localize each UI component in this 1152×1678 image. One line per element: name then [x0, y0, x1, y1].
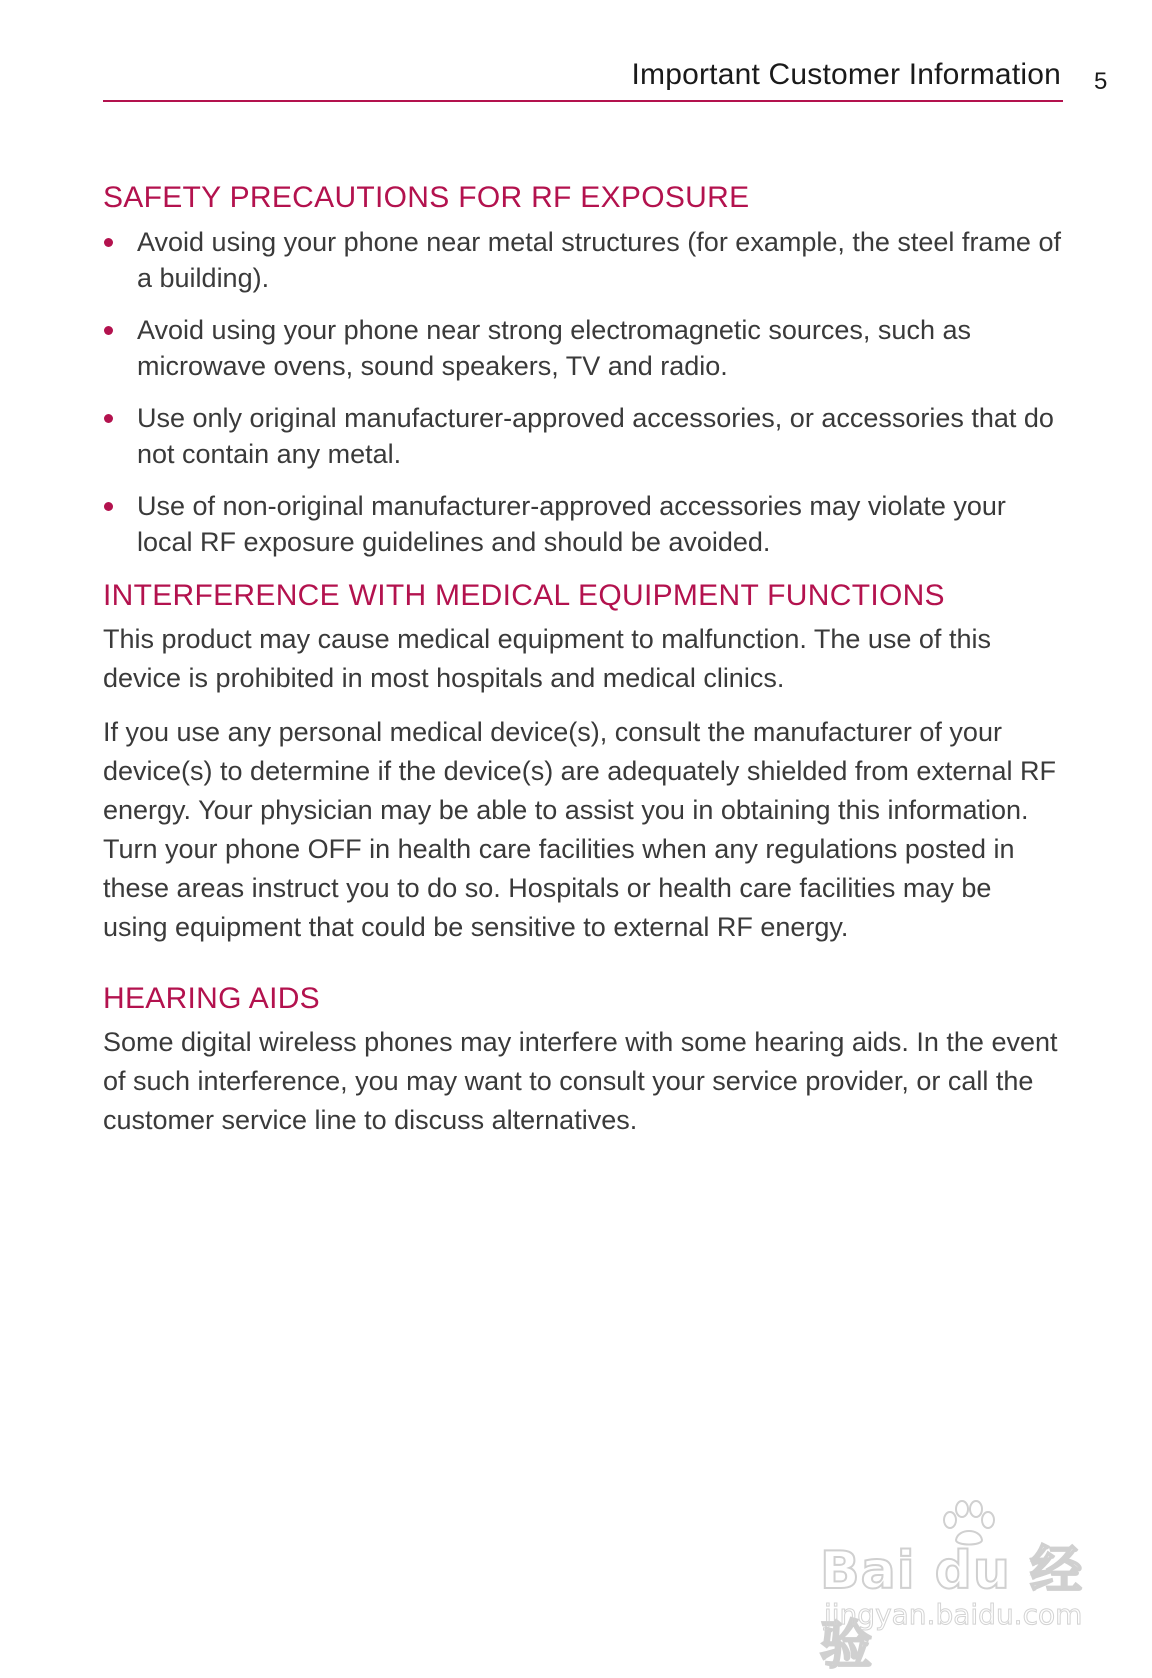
bullet-icon — [104, 238, 113, 247]
list-item-text: Use only original manufacturer-approved accessories, or accessories that do not contain any metal. — [137, 403, 1054, 469]
list-item — [103, 224, 1063, 296]
header-title: Important Customer Information — [631, 58, 1061, 91]
bullet-icon — [104, 414, 113, 423]
bullet-icon — [104, 502, 113, 511]
list-item-text: Avoid using your phone near strong electromagnetic sources, such as microwave ovens, sound speakers, TV and radio. — [137, 315, 971, 381]
medical-paragraph: This product may cause medical equipment to malfunction. The use of this device is prohibited in most hospitals and medical clinics. — [103, 624, 991, 693]
baidu-watermark — [820, 1500, 1100, 1676]
page-content — [103, 178, 1063, 1140]
section-heading-rf-exposure: SAFETY PRECAUTIONS FOR RF EXPOSURE — [103, 181, 750, 214]
watermark-logo-text: Bai du 经验 — [820, 1541, 1083, 1676]
section-heading-hearing-aids: HEARING AIDS — [103, 982, 320, 1015]
hearing-paragraph: Some digital wireless phones may interfere with some hearing aids. In the event of such interference, you may want to consult your service provider, or call the customer service line to discuss alternatives. — [103, 1027, 1058, 1135]
section-heading-medical-equipment: INTERFERENCE WITH MEDICAL EQUIPMENT FUNCTIONS — [103, 579, 945, 612]
section-rf-exposure — [103, 178, 1063, 560]
list-item — [103, 400, 1063, 472]
watermark-url: jingyan.baidu.com — [824, 1598, 1083, 1631]
list-item-text: Avoid using your phone near metal structures (for example, the steel frame of a building). — [137, 227, 1061, 293]
list-item-text: Use of non-original manufacturer-approved accessories may violate your local RF exposure guidelines and should be avoided. — [137, 491, 1006, 557]
list-item — [103, 488, 1063, 560]
medical-paragraph: If you use any personal medical device(s), consult the manufacturer of your device(s) to determine if the device(s) are adequately shielded from external RF energy. Your physician may be able to assist you in obtaining this information. Turn your phone OFF in health care facilities when any regulations posted in these areas instruct you to do so. Hospitals or health care facilities may be using equipment that could be sensitive to external RF energy. — [103, 717, 1056, 942]
rf-exposure-bullet-list — [103, 224, 1063, 560]
section-medical-equipment — [103, 576, 1063, 947]
page-header — [103, 52, 1063, 102]
section-hearing-aids — [103, 979, 1063, 1140]
list-item — [103, 312, 1063, 384]
page-number: 5 — [1094, 68, 1108, 95]
bullet-icon — [104, 326, 113, 335]
